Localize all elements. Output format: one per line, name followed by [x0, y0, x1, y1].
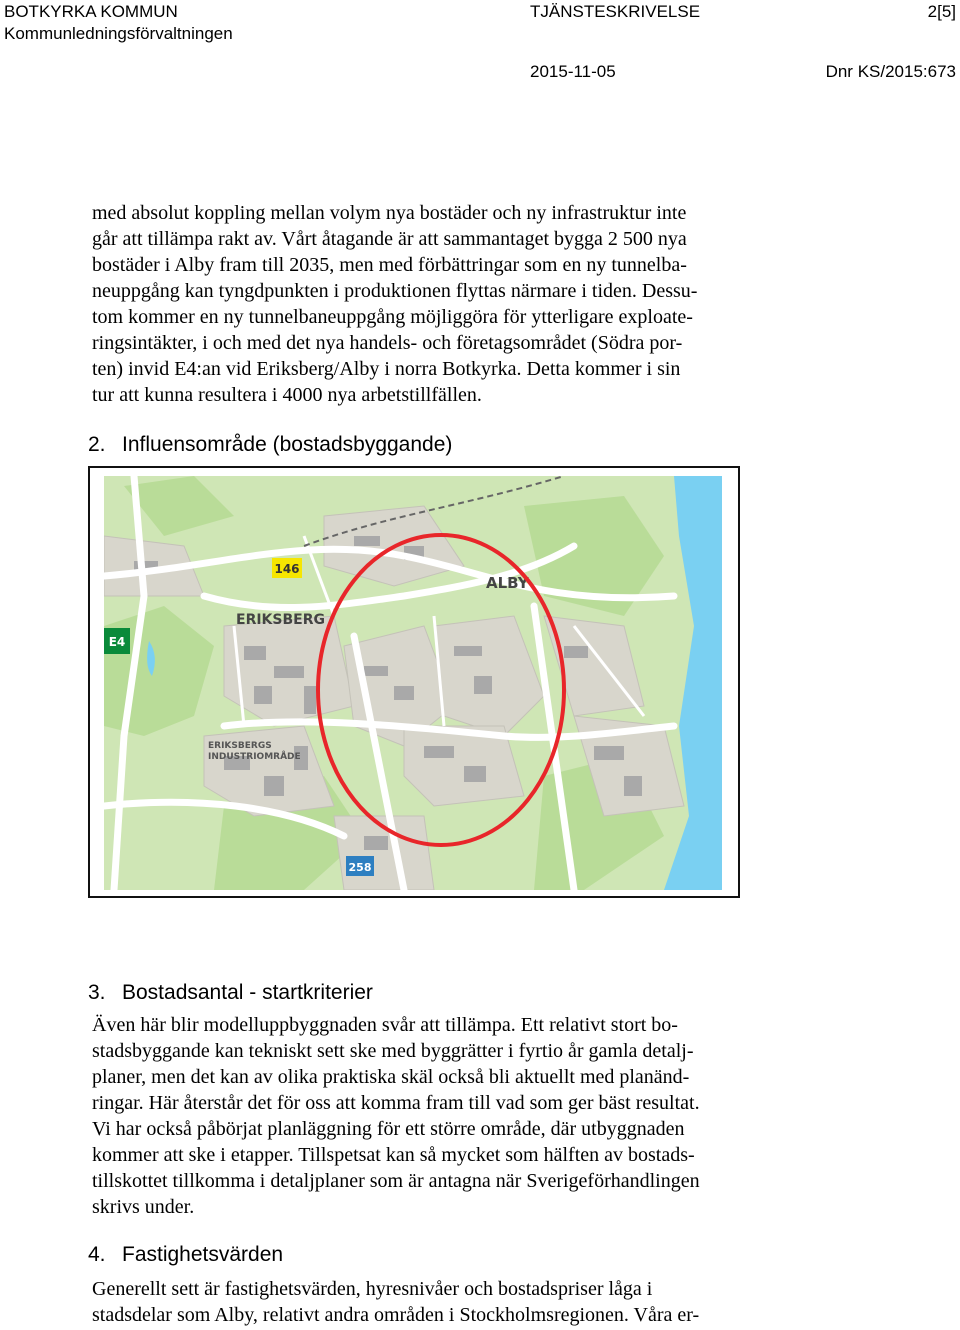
org-name: BOTKYRKA KOMMUN	[4, 2, 178, 21]
map-label-industri-1: ERIKSBERGS	[208, 741, 272, 751]
map-label-e4: E4	[108, 635, 126, 649]
paragraph-line: ringsintäkter, i och med det nya handels- och företagsområdet (Södra por-	[92, 332, 683, 354]
road-label-258: 258	[348, 861, 372, 874]
page-number: 2[5]	[927, 2, 956, 21]
map-label-eriksberg: ERIKSBERG	[236, 612, 325, 628]
paragraph-line: tillskottet tillkomma i detaljplaner som är antagna när Sverigeförhandlingen	[92, 1170, 700, 1192]
intro-paragraph	[92, 200, 832, 408]
paragraph-line: bostäder i Alby fram till 2035, men med förbättringar som en ny tunnelba-	[92, 254, 687, 276]
section-number: 2.	[88, 433, 106, 456]
document-date: 2015-11-05	[530, 62, 616, 81]
paragraph-line: med absolut koppling mellan volym nya bostäder och ny infrastruktur inte	[92, 202, 687, 224]
paragraph-line: Vi har också påbörjat planläggning för ett större område, där utbyggnaden	[92, 1118, 685, 1140]
section4-paragraph	[92, 1276, 832, 1328]
document-type: TJÄNSTESKRIVELSE	[530, 2, 701, 21]
map-label-industri-2: INDUSTRIOMRÅDE	[208, 752, 301, 762]
paragraph-line: planer, men det kan av olika praktiska skäl också bli aktuellt med planänd-	[92, 1066, 690, 1088]
paragraph-line: går att tillämpa rakt av. Vårt åtagande är att sammantaget bygga 2 500 nya	[92, 228, 687, 250]
paragraph-line: tur att kunna resultera i 4000 nya arbetstillfällen.	[92, 384, 482, 406]
section-title: Influensområde (bostadsbyggande)	[122, 433, 453, 456]
section-heading-3	[88, 980, 373, 1006]
section-title: Fastighetsvärden	[122, 1243, 284, 1266]
section-title: Bostadsantal - startkriterier	[122, 981, 373, 1004]
map-label-alby: ALBY	[486, 574, 529, 592]
paragraph-line: tom kommer en ny tunnelbaneuppgång möjliggöra för ytterligare exploate-	[92, 306, 693, 328]
paragraph-line: ringar. Här återstår det för oss att komma fram till vad som ger bäst resultat.	[92, 1092, 700, 1114]
paragraph-line: Även här blir modelluppbyggnaden svår att tillämpa. Ett relativt stort bo-	[92, 1014, 678, 1036]
document-dnr: Dnr KS/2015:673	[825, 62, 956, 81]
section3-paragraph	[92, 1012, 832, 1220]
section-heading-4	[88, 1242, 283, 1268]
paragraph-line: Generellt sett är fastighetsvärden, hyresnivåer och bostadspriser låga i	[92, 1278, 653, 1300]
paragraph-line: kommer att ske i etapper. Tillspetsat kan så mycket som hälften av bostads-	[92, 1144, 695, 1166]
paragraph-line: stadsdelar som Alby, relativt andra områden i Stockholmsregionen. Våra er-	[92, 1304, 700, 1326]
section-number: 3.	[88, 981, 106, 1004]
paragraph-line: skrivs under.	[92, 1196, 195, 1218]
paragraph-line: stadsbyggande kan tekniskt sett ske med byggrätter i fyrtio år gamla detalj-	[92, 1040, 694, 1062]
department-name: Kommunledningsförvaltningen	[4, 24, 233, 43]
section-number: 4.	[88, 1243, 106, 1266]
paragraph-line: neuppgång kan tyngdpunkten i produktionen flyttas närmare i tiden. Dessu-	[92, 280, 698, 302]
road-label-146: 146	[274, 562, 300, 576]
paragraph-line: ten) invid E4:an vid Eriksberg/Alby i norra Botkyrka. Detta kommer i sin	[92, 358, 681, 380]
influence-area-map	[88, 466, 740, 898]
section-heading-2	[88, 432, 452, 458]
map-image	[104, 476, 722, 890]
